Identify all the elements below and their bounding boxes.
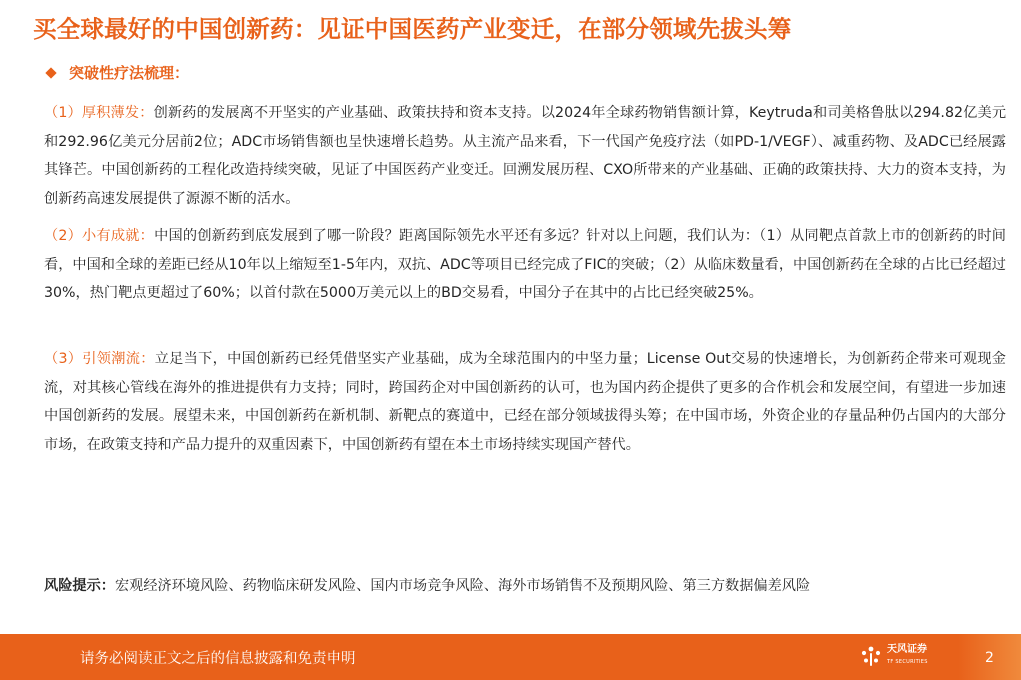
risk-warning bbox=[44, 575, 1006, 597]
diamond-icon bbox=[45, 67, 56, 78]
paragraph-text: 立足当下，中国创新药已经凭借坚实产业基础，成为全球范围内的中坚力量；License Out交易的快速增长，为创新药企带来可观现金流，对其核心管线在海外的推进提供有力支持；同时，跨国药企对中国创新药的认可，也为国内药企提供了更多的合作机会和发展空间，有望进一步加速中国创新药的发展。展望未来，中国创新药在新机制、新靶点的赛道中，已经在部分领域拔得头筹；在中国市场，外资企业的存量品种仍占国内的大部分市场，在政策支持和产品力提升的双重因素下，中国创新药有望在本土市场持续实现国产替代。 bbox=[44, 351, 1006, 453]
paragraph-text: 创新药的发展离不开坚实的产业基础、政策扶持和资本支持。以2024年全球药物销售额计算，Keytruda和司美格鲁肽以294.82亿美元和292.96亿美元分居前2位；ADC市场销售额也呈快速增长趋势。从主流产品来看，下一代国产免疫疗法（如PD-1/VEGF）、减重药物、及ADC已经展露其锋芒。中国创新药的工程化改造持续突破，见证了中国医药产业变迁。回溯发展历程、CXO所带来的产业基础、正确的政策扶持、大力的资本支持，为创新药高速发展提供了源源不断的活水。 bbox=[44, 105, 1007, 207]
paragraph-accumulation bbox=[44, 99, 1006, 213]
page-title: 买全球最好的中国创新药：见证中国医药产业变迁，在部分领域先拔头筹 bbox=[33, 15, 792, 43]
logo-text bbox=[887, 644, 928, 668]
section-heading bbox=[47, 62, 189, 83]
tf-securities-logo bbox=[859, 644, 928, 668]
logo-subtitle: TF SECURITIES bbox=[887, 659, 928, 665]
paragraph-leading-trend bbox=[44, 345, 1006, 459]
risk-text: 宏观经济环境风险、药物临床研发风险、国内市场竞争风险、海外市场销售不及预期风险、第三方数据偏差风险 bbox=[114, 578, 811, 594]
logo-name: 天风证券 bbox=[887, 644, 927, 655]
paragraph-text: 中国的创新药到底发展到了哪一阶段？距离国际领先水平还有多远？针对以上问题，我们认为：（1）从同靶点首款上市的创新药的时间看，中国和全球的差距已经从10年以上缩短至1-5年内，双抗、ADC等项目已经完成了FIC的突破；（2）从临床数量看，中国创新药在全球的占比已经超过30%，热门靶点更超过了60%；以首付款在5000万美元以上的BD交易看，中国分子在其中的占比已经突破25%。 bbox=[44, 228, 1006, 302]
risk-label: 风险提示： bbox=[44, 578, 115, 594]
paragraph-lead: （2）小有成就： bbox=[44, 228, 155, 244]
page-number: 2 bbox=[985, 650, 994, 666]
paragraph-achievement bbox=[44, 222, 1006, 308]
footer-disclaimer: 请务必阅读正文之后的信息披露和免责申明 bbox=[80, 651, 356, 667]
paragraph-lead: （3）引领潮流： bbox=[44, 351, 155, 367]
paragraph-lead: （1）厚积薄发： bbox=[44, 105, 154, 121]
section-heading-label: 突破性疗法梳理： bbox=[69, 64, 190, 82]
tf-securities-logo-icon bbox=[859, 644, 883, 668]
footer-bar bbox=[0, 634, 1021, 680]
